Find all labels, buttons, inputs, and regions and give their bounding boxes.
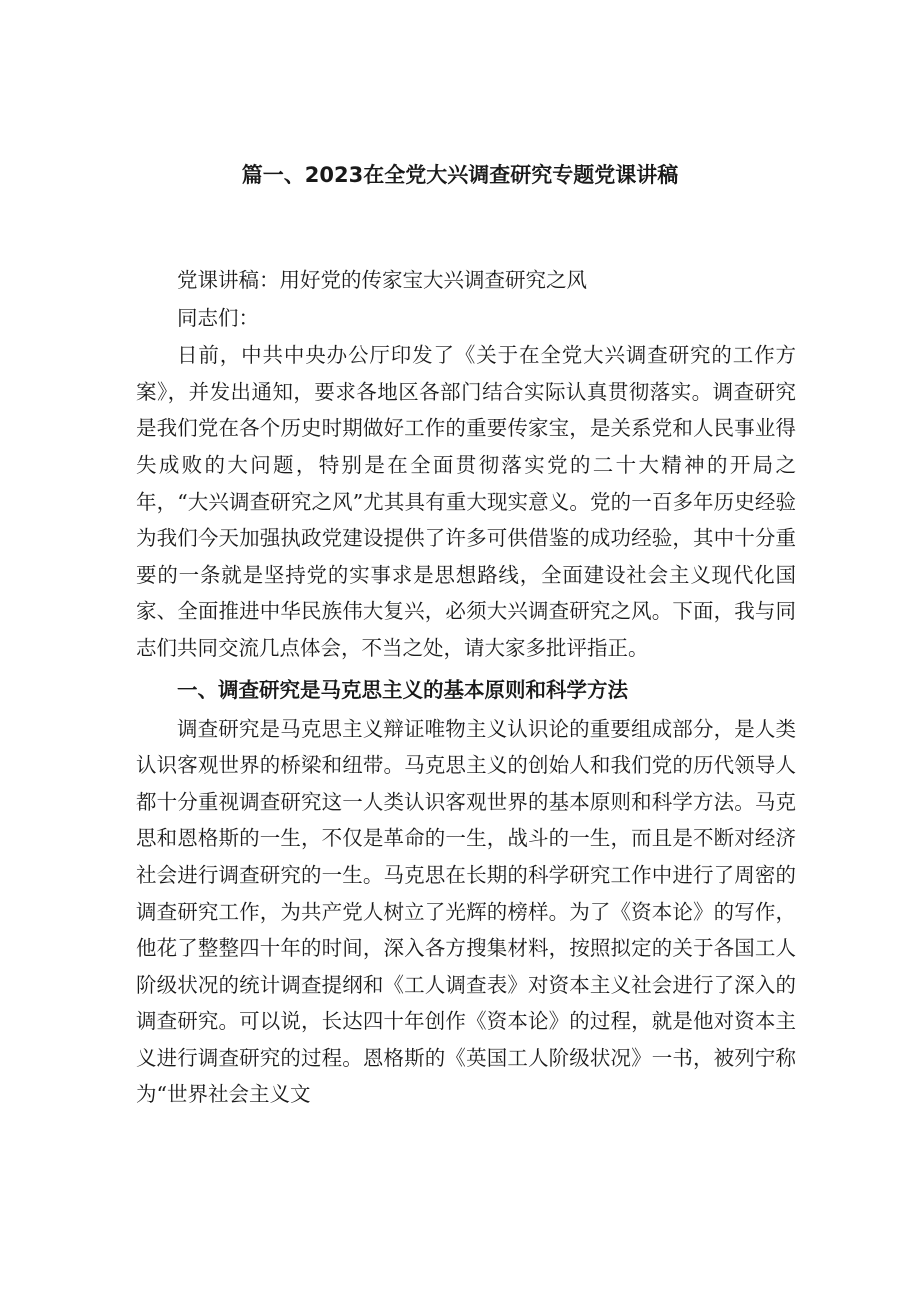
section-paragraph: 调查研究是马克思主义辩证唯物主义认识论的重要组成部分，是人类认识客观世界的桥梁和纽带。马克思主义的创始人和我们党的历代领导人都十分重视调查研究这一人类认识客观世界的基本原则和科学方法。马克思和恩格斯的一生，不仅是革命的一生，战斗的一生，而且是不断对经济社会进行调查研究的一生。马克思在长期的科学研究工作中进行了周密的调查研究工作，为共产党人树立了光辉的榜样。为了《资本论》的写作，他花了整整四十年的时间，深入各方搜集材料，按照拟定的关于各国工人阶级状况的统计调查提纲和《工人调查表》对资本主义社会进行了深入的调查研究。可以说，长达四十年创作《资本论》的过程，就是他对资本主义进行调查研究的过程。恩格斯的《英国工人阶级状况》一书，被列宁称为“世界社会主义文 (136, 716, 796, 1107)
document-body (136, 262, 796, 1113)
document-title: 篇一、2023在全党大兴调查研究专题党课讲稿 (241, 163, 679, 187)
intro-paragraph: 日前，中共中央办公厅印发了《关于在全党大兴调查研究的工作方案》，并发出通知，要求各地区各部门结合实际认真贯彻落实。调查研究是我们党在各个历史时期做好工作的重要传家宝，是关系党和人民事业得失成败的大问题，特别是在全面贯彻落实党的二十大精神的开局之年，“大兴调查研究之风”尤其具有重大现实意义。党的一百多年历史经验为我们今天加强执政党建设提供了许多可供借鉴的成功经验，其中十分重要的一条就是坚持党的实事求是思想路线，全面建设社会主义现代化国家、全面推进中华民族伟大复兴，必须大兴调查研究之风。下面，我与同志们共同交流几点体会，不当之处，请大家多批评指正。 (136, 343, 796, 660)
salutation-line: 同志们： (177, 305, 259, 330)
subtitle-line: 党课讲稿：用好党的传家宝大兴调查研究之风 (177, 268, 587, 292)
section-heading: 一、调查研究是马克思主义的基本原则和科学方法 (177, 677, 628, 702)
